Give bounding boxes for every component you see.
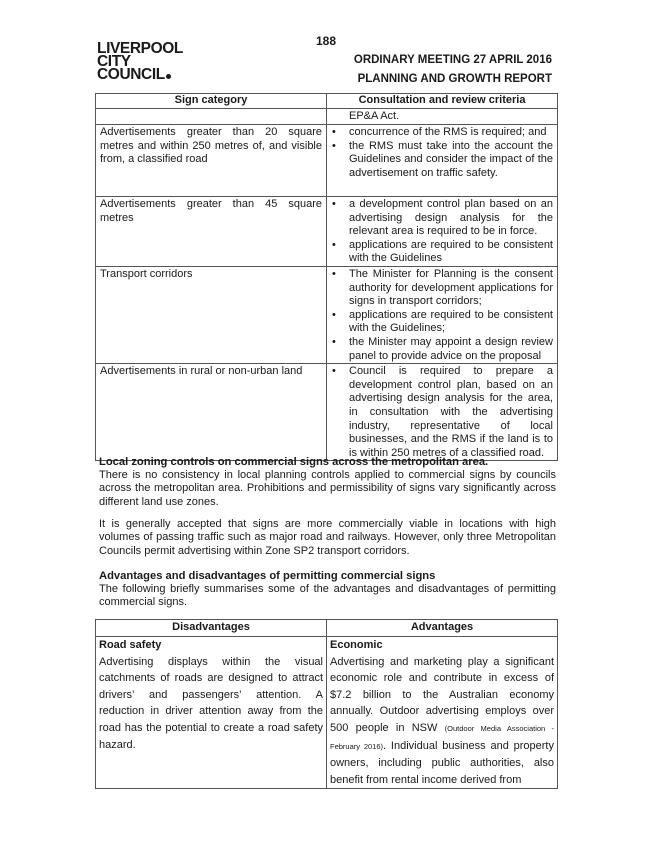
criteria-item: • the Minister may appoint a design review panel to provide advice on the proposal [331,336,553,363]
disadvantages-cell [96,637,327,789]
logo-dot [166,74,171,79]
table-row [96,197,558,267]
criteria-cell [327,266,558,363]
page-number: 188 [315,34,337,48]
meeting-header: ORDINARY MEETING 27 APRIL 2016 [353,54,552,66]
criteria-cell [327,197,558,267]
cell-subheading: Economic [330,639,383,651]
logo-line-2: CITY [97,53,131,70]
criteria-item: • Council is required to prepare a development control plan, based on an advertising design analysis for the area, in consultation with the advertising industry, representative of local businesses, and the RMS if the land is to is within 250 metres of a classified road. [331,365,553,460]
advantages-disadvantages-table [95,619,558,789]
criteria-item: • The Minister for Planning is the consent authority for development applications for signs in transport corridors; [331,268,553,309]
cell-text [330,654,554,789]
column-header: Disadvantages [96,620,327,637]
paragraph: There is no consistency in local planning controls applied to commercial signs by councils across the metropolitan area. Prohibitions and permissibility of signs vary significantly across different land use zones. [99,469,556,508]
table-header-row [96,94,558,109]
sign-category-cell: Advertisements in rural or non-urban land [96,364,327,461]
column-header: Advantages [327,620,558,637]
table-row [96,109,558,125]
cell-text-part: Advertising and marketing play a significant economic role and contribute in excess of $7.2 billion to the Australian economy annually. Outdoor advertising employs over 500 people in NSW [330,655,554,734]
table-row [96,637,558,789]
criteria-item: • applications are required to be consistent with the Guidelines [331,239,553,266]
logo-line-3-text: COUNCIL [97,66,165,83]
advantages-cell [327,637,558,789]
citation: (Outdoor Media Association - February 2016) [330,723,555,751]
criteria-cell [327,364,558,461]
section-heading: Local zoning controls on commercial signs across the metropolitan area. [99,456,489,468]
table-header-row [96,620,558,637]
criteria-item: • the RMS must take into the account the Guidelines and consider the impact of the advertisement on traffic safety. [331,140,553,181]
cell-text: Advertising displays within the visual catchments of roads are designed to attract drivers’ and passengers’ attention. A reduction in driver attention away from the road has the potential to create a road safety hazard. [99,655,323,751]
sign-category-cell: Transport corridors [96,266,327,363]
sign-category-cell: Advertisements greater than 20 square metres and within 250 metres of, and visible from, a classified road [96,125,327,197]
paragraph: It is generally accepted that signs are more commercially viable in locations with high volumes of passing traffic such as major road and railways. However, only three Metropolitan Councils permit advertising within Zone SP2 transport corridors. [99,518,556,557]
table-cell: EP&A Act. [327,109,558,125]
table-cell [96,109,327,125]
cell-subheading: Road safety [99,639,162,651]
criteria-item: • applications are required to be consistent with the Guidelines; [331,309,553,336]
criteria-cell [327,125,558,197]
table-row [96,364,558,461]
cell-text-part: . Individual business and property owners, including public authorities, also benefit from rental income derived from [330,739,554,786]
logo-line-1: LIVERPOOL [97,40,183,57]
liverpool-council-logo [97,42,183,81]
section-heading: Advantages and disadvantages of permitting commercial signs [99,570,436,582]
sign-category-table [95,93,558,461]
paragraph: The following briefly summarises some of the advantages and disadvantages of permitting commercial signs. [99,583,556,609]
criteria-item: • concurrence of the RMS is required; and [331,126,553,140]
column-header: Consultation and review criteria [327,94,558,109]
sign-category-cell: Advertisements greater than 45 square metres [96,197,327,267]
table-row [96,266,558,363]
report-header: PLANNING AND GROWTH REPORT [357,73,552,85]
criteria-item: • a development control plan based on an advertising design analysis for the relevant area is required to be in force. [331,198,553,239]
table-row [96,125,558,197]
logo-line-3 [97,68,183,81]
column-header: Sign category [96,94,327,109]
